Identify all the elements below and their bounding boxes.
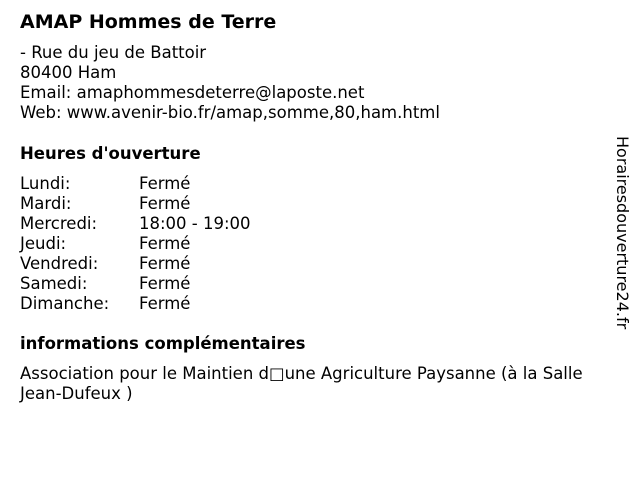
info-description: Association pour le Maintien d□une Agriculture Paysanne (à la Salle Jean-Dufeux ): [20, 364, 583, 403]
opening-hours-list: [20, 174, 320, 314]
hours-row-wednesday: [20, 214, 320, 234]
day-label: Mercredi:: [20, 214, 98, 233]
city-line: 80400 Ham: [20, 63, 117, 82]
day-hours: Fermé: [139, 174, 191, 193]
day-hours: Fermé: [139, 194, 191, 213]
hours-row-monday: [20, 174, 320, 194]
day-label: Lundi:: [20, 174, 71, 193]
hours-row-sunday: [20, 294, 320, 314]
day-hours: Fermé: [139, 234, 191, 253]
day-hours: Fermé: [139, 274, 191, 293]
day-hours: 18:00 - 19:00: [139, 214, 251, 233]
watermark-text: Horairesdouverture24.fr: [613, 136, 632, 330]
contact-block: [20, 43, 440, 123]
address-line: - Rue du jeu de Battoir: [20, 43, 207, 62]
day-label: Samedi:: [20, 274, 88, 293]
hours-row-thursday: [20, 234, 320, 254]
web-line: Web: www.avenir-bio.fr/amap,somme,80,ham.html: [20, 103, 440, 122]
hours-row-saturday: [20, 274, 320, 294]
day-hours: Fermé: [139, 294, 191, 313]
hours-row-friday: [20, 254, 320, 274]
hours-row-tuesday: [20, 194, 320, 214]
site-watermark: [612, 136, 632, 346]
info-heading: informations complémentaires: [20, 334, 306, 353]
day-label: Jeudi:: [20, 234, 67, 253]
day-hours: Fermé: [139, 254, 191, 273]
email-line: Email: amaphommesdeterre@laposte.net: [20, 83, 365, 102]
day-label: Dimanche:: [20, 294, 110, 313]
day-label: Vendredi:: [20, 254, 99, 273]
day-label: Mardi:: [20, 194, 72, 213]
hours-heading: Heures d'ouverture: [20, 144, 201, 163]
business-title: AMAP Hommes de Terre: [20, 11, 277, 33]
